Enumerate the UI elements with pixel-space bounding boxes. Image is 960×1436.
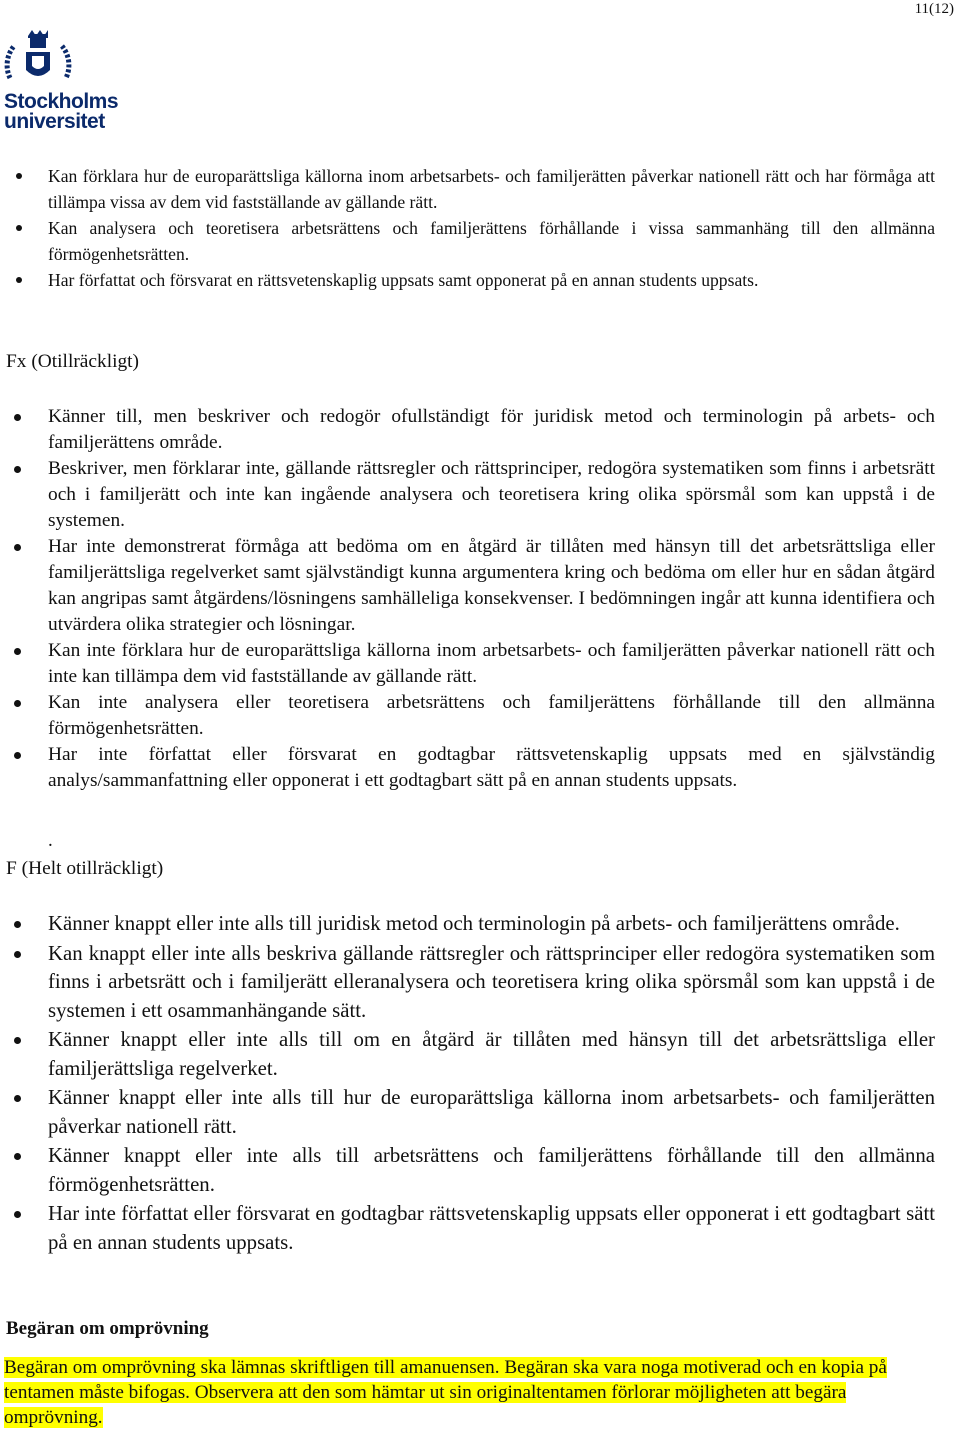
fx-heading: Fx (Otillräckligt) [6,351,140,372]
previous-criteria-list [0,163,935,293]
logo-line-2: universitet [4,110,105,133]
list-item: Kan knappt eller inte alls beskriva gällande rättsregler och rättsprinciper eller redogöra systematiken som finns i arbetsrätt och i familjerätt elleranalysera och teoretisera kring olika spörsmål som kan uppstå i de systemen i ett osammanhängande sätt. [0,940,935,1026]
list-item: Kan analysera och teoretisera arbetsrättens och familjerättens förhållande i vissa sammanhäng till den allmänna förmögenhetsrätten. [0,215,935,267]
list-item: Har författat och försvarat en rättsvetenskaplig uppsats samt opponerat på en annan students uppsats. [0,267,935,293]
fx-criteria-list [0,404,935,794]
list-item: Beskriver, men förklarar inte, gällande rättsregler och rättsprinciper, redogöra systematiken som finns i arbetsrätt och i familjerätt och inte kan ingående analysera och teoretisera kring olika spörsmål som kan uppstå i de systemen. [0,456,935,534]
bullet-icon [16,225,22,231]
list-item: Känner knappt eller inte alls till om en åtgärd är tillåten med hänsyn till det arbetsrättsliga eller familjerättsliga regelverket. [0,1026,935,1083]
bullet-icon [14,700,21,707]
bullet-icon [14,951,21,958]
f-heading: F (Helt otillräckligt) [6,858,164,879]
f-criteria-list [0,910,935,1258]
list-item: Har inte författat eller försvarat en godtagbar rättsvetenskaplig uppsats med en självständig analys/sammanfattning eller opponerat i ett godtagbart sätt på en annan students uppsats. [0,742,935,794]
crown-seal-icon [4,30,74,92]
trailing-period: . [48,830,53,851]
bullet-icon [16,173,22,179]
bullet-icon [14,921,21,928]
page-number: 11(12) [914,1,954,17]
highlighted-text: Begäran om omprövning ska lämnas skriftligen till amanuensen. Begäran ska vara noga motiverad och en kopia på tentamen måste bifogas. Observera att den som hämtar ut sin originaltentamen förlorar möjligheten att begära omprövning. [4,1357,887,1428]
list-item: Har inte demonstrerat förmåga att bedöma om en åtgärd är tillåten med hänsyn till det arbetsrättsliga eller familjerättsliga regelverket samt självständigt kunna argumentera kring och bedöma om eller hur en sådan åtgärd kan angripas samt åtgärdens/lösningens samhälleliga konsekvenser. I bedömningen ingår att kunna identifiera och utvärdera olika strategier och lösningar. [0,534,935,638]
list-item: Kan förklara hur de europarättsliga källorna inom arbetsarbets- och familjerätten påverkar nationell rätt och har förmåga att tillämpa vissa av dem vid fastställande av gällande rätt. [0,163,935,215]
university-logo [4,30,126,133]
list-item: Känner knappt eller inte alls till juridisk metod och terminologin på arbets- och familjerättens område. [0,910,935,939]
logo-wordmark [4,92,118,132]
bullet-icon [14,752,21,759]
list-item: Kan inte förklara hur de europarättsliga källorna inom arbetsarbets- och familjerätten påverkar nationell rätt och inte kan tillämpa dem vid fastställande av gällande rätt. [0,638,935,690]
bullet-icon [16,277,22,283]
logo-line-1: Stockholms [4,90,119,113]
bullet-icon [14,1037,21,1044]
list-item: Känner knappt eller inte alls till arbetsrättens och familjerättens förhållande till den allmänna förmögenhetsrätten. [0,1142,935,1199]
list-item: Känner till, men beskriver och redogör ofullständigt för juridisk metod och terminologin på arbets- och familjerättens område. [0,404,935,456]
bullet-icon [14,414,21,421]
list-item: Har inte författat eller försvarat en godtagbar rättsvetenskaplig uppsats eller opponerat i ett godtagbart sätt på en annan students uppsats. [0,1200,935,1257]
review-text [4,1355,934,1430]
bullet-icon [14,466,21,473]
bullet-icon [14,1211,21,1218]
bullet-icon [14,648,21,655]
list-item: Känner knappt eller inte alls till hur de europarättsliga källorna inom arbetsarbets- och familjerätten påverkar nationell rätt. [0,1084,935,1141]
bullet-icon [14,544,21,551]
bullet-icon [14,1153,21,1160]
bullet-icon [14,1095,21,1102]
list-item: Kan inte analysera eller teoretisera arbetsrättens och familjerättens förhållande till den allmänna förmögenhetsrätten. [0,690,935,742]
review-heading: Begäran om omprövning [6,1318,209,1339]
